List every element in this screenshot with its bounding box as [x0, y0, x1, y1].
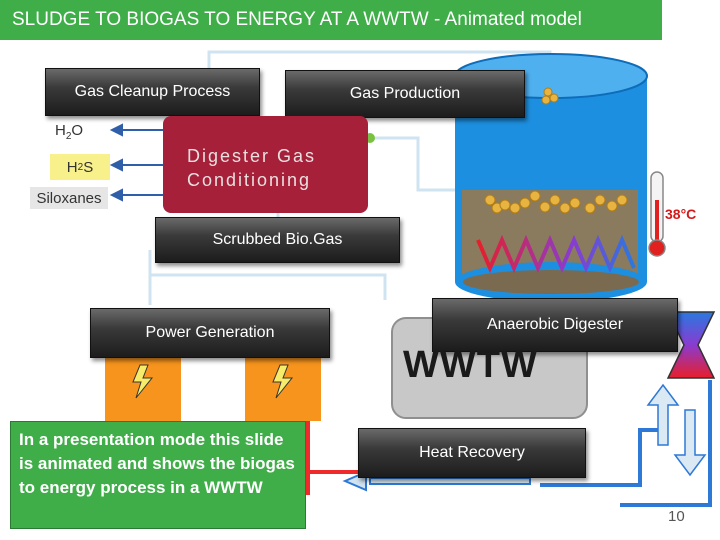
- h2s-label: H 2 S: [50, 154, 110, 180]
- return-arrow-shaft: [370, 478, 530, 484]
- temperature-label: 38°C: [665, 206, 697, 222]
- siloxanes-label: Siloxanes: [30, 187, 108, 209]
- power-generation-box[interactable]: [90, 308, 330, 358]
- heat-recovery-box[interactable]: [358, 428, 586, 478]
- gas-production-box[interactable]: [285, 70, 525, 118]
- digester-conditioning-label: Digester Gas Conditioning: [187, 146, 317, 190]
- flow-arrow-down: [675, 410, 705, 475]
- page-title: SLUDGE TO BIOGAS TO ENERGY AT A WWTW - Animated model: [12, 9, 582, 30]
- scrubbed-biogas-label: Scrubbed Bio.Gas: [212, 231, 343, 248]
- digester-conditioning-box[interactable]: [163, 116, 368, 213]
- anaerobic-digester-label: Anaerobic Digester: [486, 316, 624, 333]
- caption-box: In a presentation mode this slide is animated and shows the biogas to energy process in a WWTW: [10, 421, 306, 529]
- wwtw-label: WWTW: [403, 344, 538, 386]
- slide-number: 10: [668, 508, 685, 525]
- gas-cleanup-box[interactable]: [45, 68, 260, 116]
- heat-recovery-label: Heat Recovery: [419, 444, 525, 461]
- power-generation-label: Power Generation: [145, 324, 275, 341]
- gas-pipe-conditioning: [370, 138, 455, 190]
- gas-production-label: Gas Production: [349, 85, 461, 102]
- h2o-label: $H_2O$: [55, 122, 84, 142]
- gas-cleanup-label: Gas Cleanup Process: [74, 83, 231, 100]
- flow-arrow-up: [648, 385, 678, 445]
- scrubbed-biogas-box[interactable]: [155, 217, 400, 263]
- thermometer-icon: [649, 172, 665, 256]
